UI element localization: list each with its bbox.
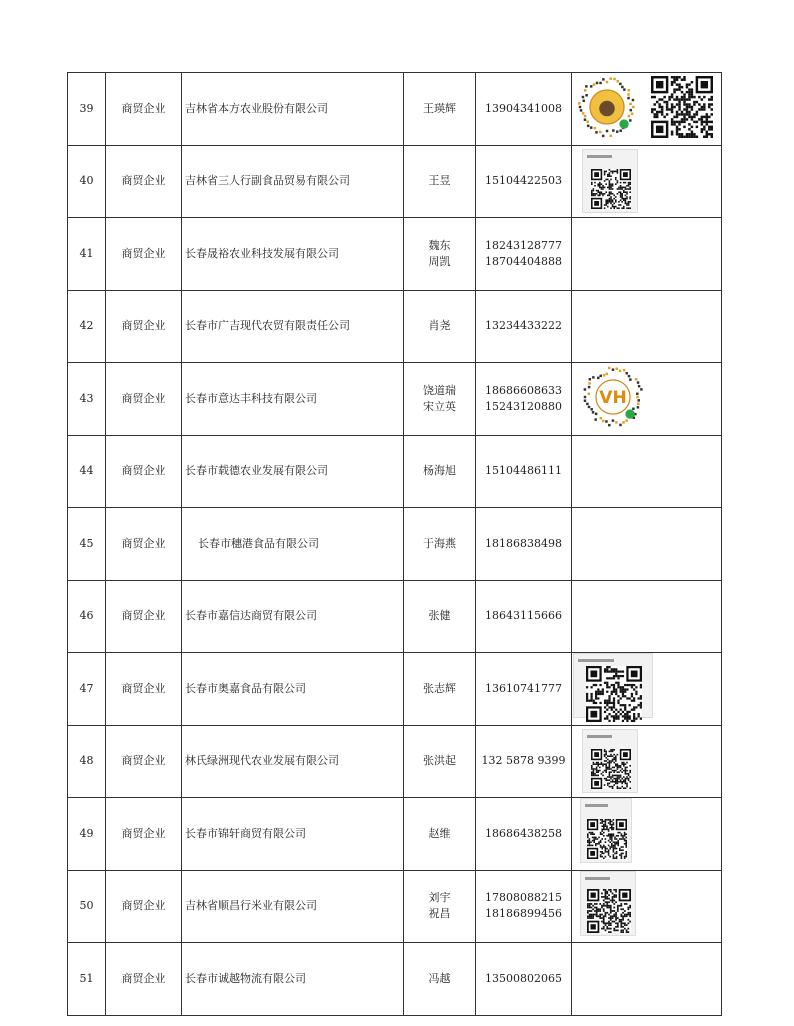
row-number-text: 49 [79,826,94,840]
company-name [182,363,404,436]
company-name [182,580,404,653]
qr-code-cell [572,435,722,508]
row-number [68,943,106,1016]
table-row [68,435,722,508]
phone-number [476,218,572,291]
company-name-text: 长春市嘉信达商贸有限公司 [185,609,317,623]
enterprise-type-text: 商贸企业 [121,971,166,985]
mini-program-code-icon [582,366,644,428]
svg-text:VH: VH [599,388,627,409]
company-name [182,435,404,508]
enterprise-type [106,73,182,146]
mini-program-code-icon [576,76,638,138]
row-number [68,363,106,436]
contact-name: 饶道瑞 [423,383,456,397]
qr-code-icon [651,76,713,138]
row-number-text: 50 [79,899,94,913]
qr-code-icon [573,653,653,718]
table-row [68,218,722,291]
contact-name: 魏东 [428,238,451,252]
enterprise-type-text: 商贸企业 [121,536,166,550]
phone-number [476,580,572,653]
enterprise-type-text: 商贸企业 [121,246,166,260]
contact-name: 杨海旭 [423,464,456,478]
enterprise-type [106,218,182,291]
phone-number [476,73,572,146]
enterprise-type [106,725,182,798]
phone-text: 13234433222 [485,319,562,333]
qr-code-cell [572,798,722,871]
phone-text: 17808088215 [485,891,562,905]
company-name-text: 林氏绿洲现代农业发展有限公司 [185,754,339,768]
qr-code-cell [572,725,722,798]
contact-person [404,580,476,653]
phone-number [476,725,572,798]
contact-name: 祝昌 [428,907,451,921]
phone-number [476,508,572,581]
enterprise-type [106,943,182,1016]
table-row [68,798,722,871]
qr-code-cell [572,943,722,1016]
company-name-text: 吉林省本方农业股份有限公司 [185,101,328,115]
enterprise-type [106,508,182,581]
row-number [68,580,106,653]
contact-name: 王瑛辉 [423,101,456,115]
phone-text: 18686608633 [485,383,562,397]
contact-person [404,435,476,508]
phone-text: 15104422503 [485,174,562,188]
phone-number [476,145,572,218]
company-name-text: 长春市奥嘉食品有限公司 [185,681,306,695]
phone-text: 13904341008 [485,101,562,115]
row-number-text: 39 [79,101,94,115]
row-number-text: 43 [79,391,94,405]
contact-name: 冯越 [428,971,451,985]
phone-number [476,363,572,436]
contact-name: 张健 [428,609,451,623]
table-row [68,73,722,146]
enterprise-type [106,653,182,726]
row-number [68,73,106,146]
contact-name: 刘宇 [428,891,451,905]
company-name-text: 长春晟裕农业科技发展有限公司 [185,246,339,260]
row-number-text: 44 [79,464,94,478]
contact-name: 周凯 [428,254,451,268]
qr-code-icon [582,729,638,793]
contact-person [404,508,476,581]
company-name [182,290,404,363]
phone-text: 18643115666 [485,609,562,623]
table-row [68,145,722,218]
qr-code-cell [572,363,722,436]
company-name [182,725,404,798]
row-number [68,508,106,581]
table-row [68,653,722,726]
contact-person [404,363,476,436]
enterprise-type-text: 商贸企业 [121,319,166,333]
enterprise-type-text: 商贸企业 [121,826,166,840]
qr-code-cell [572,218,722,291]
qr-code-cell [572,290,722,363]
enterprise-table [67,72,722,1016]
enterprise-type [106,870,182,943]
row-number-text: 46 [79,609,94,623]
company-name [182,653,404,726]
enterprise-type [106,435,182,508]
phone-text: 18186899456 [485,907,562,921]
phone-text: 15104486111 [485,464,562,478]
company-name [182,508,404,581]
row-number-text: 40 [79,174,94,188]
company-name-text: 长春市载德农业发展有限公司 [185,464,328,478]
table-row [68,725,722,798]
enterprise-type-text: 商贸企业 [121,391,166,405]
contact-name: 宋立英 [423,399,456,413]
row-number-text: 41 [79,246,94,260]
phone-number [476,943,572,1016]
phone-number [476,290,572,363]
table-row [68,870,722,943]
contact-person [404,218,476,291]
table-row [68,943,722,1016]
enterprise-type [106,798,182,871]
company-name [182,145,404,218]
table-row [68,290,722,363]
company-name-text: 长春市诚越物流有限公司 [185,971,306,985]
row-number [68,435,106,508]
enterprise-type-text: 商贸企业 [121,681,166,695]
row-number-text: 47 [79,681,94,695]
table-row [68,580,722,653]
phone-text: 13500802065 [485,971,562,985]
enterprise-type-text: 商贸企业 [121,174,166,188]
row-number [68,653,106,726]
contact-name: 张洪起 [423,754,456,768]
row-number-text: 45 [79,536,94,550]
table-row [68,363,722,436]
phone-text: 13610741777 [485,681,562,695]
enterprise-type [106,580,182,653]
phone-text: 18243128777 [485,238,562,252]
qr-code-cell [572,73,722,146]
contact-name: 于海燕 [423,536,456,550]
company-name-text: 长春市锦轩商贸有限公司 [185,826,306,840]
qr-code-icon [580,798,632,863]
row-number-text: 42 [79,319,94,333]
enterprise-type-text: 商贸企业 [121,464,166,478]
phone-text: 132 5878 9399 [481,754,566,768]
table-body [68,73,722,1016]
phone-number [476,870,572,943]
contact-person [404,145,476,218]
contact-name: 王昱 [428,174,451,188]
company-name-text: 吉林省顺昌行米业有限公司 [185,899,317,913]
enterprise-type-text: 商贸企业 [121,754,166,768]
qr-code-cell [572,580,722,653]
company-name [182,218,404,291]
row-number [68,218,106,291]
phone-number [476,435,572,508]
company-name [182,943,404,1016]
phone-text: 18704404888 [485,254,562,268]
qr-code-icon [582,149,638,213]
row-number-text: 51 [79,971,94,985]
company-name-text: 长春市穗港食品有限公司 [198,536,319,550]
enterprise-type [106,363,182,436]
enterprise-type [106,145,182,218]
contact-person [404,798,476,871]
contact-name: 赵维 [428,826,451,840]
row-number [68,145,106,218]
contact-person [404,653,476,726]
row-number [68,798,106,871]
enterprise-type [106,290,182,363]
phone-text: 18686438258 [485,826,562,840]
contact-person [404,870,476,943]
phone-text: 18186838498 [485,536,562,550]
enterprise-type-text: 商贸企业 [121,101,166,115]
contact-person [404,943,476,1016]
qr-code-cell [572,653,722,726]
enterprise-type-text: 商贸企业 [121,609,166,623]
company-name-text: 长春市意达丰科技有限公司 [185,391,317,405]
qr-code-cell [572,870,722,943]
contact-person [404,725,476,798]
phone-text: 15243120880 [485,399,562,413]
row-number [68,725,106,798]
row-number-text: 48 [79,754,94,768]
phone-number [476,653,572,726]
qr-code-cell [572,508,722,581]
row-number [68,290,106,363]
company-name-text: 吉林省三人行副食品贸易有限公司 [185,174,350,188]
enterprise-type-text: 商贸企业 [121,899,166,913]
table-row [68,508,722,581]
row-number [68,870,106,943]
company-name [182,798,404,871]
company-name [182,870,404,943]
phone-number [476,798,572,871]
contact-name: 肖尧 [428,319,451,333]
qr-code-cell [572,145,722,218]
qr-code-icon [580,871,636,936]
contact-person [404,290,476,363]
company-name-text: 长春市广吉现代农贸有限责任公司 [185,319,350,333]
company-name [182,73,404,146]
contact-name: 张志辉 [423,681,456,695]
contact-person [404,73,476,146]
